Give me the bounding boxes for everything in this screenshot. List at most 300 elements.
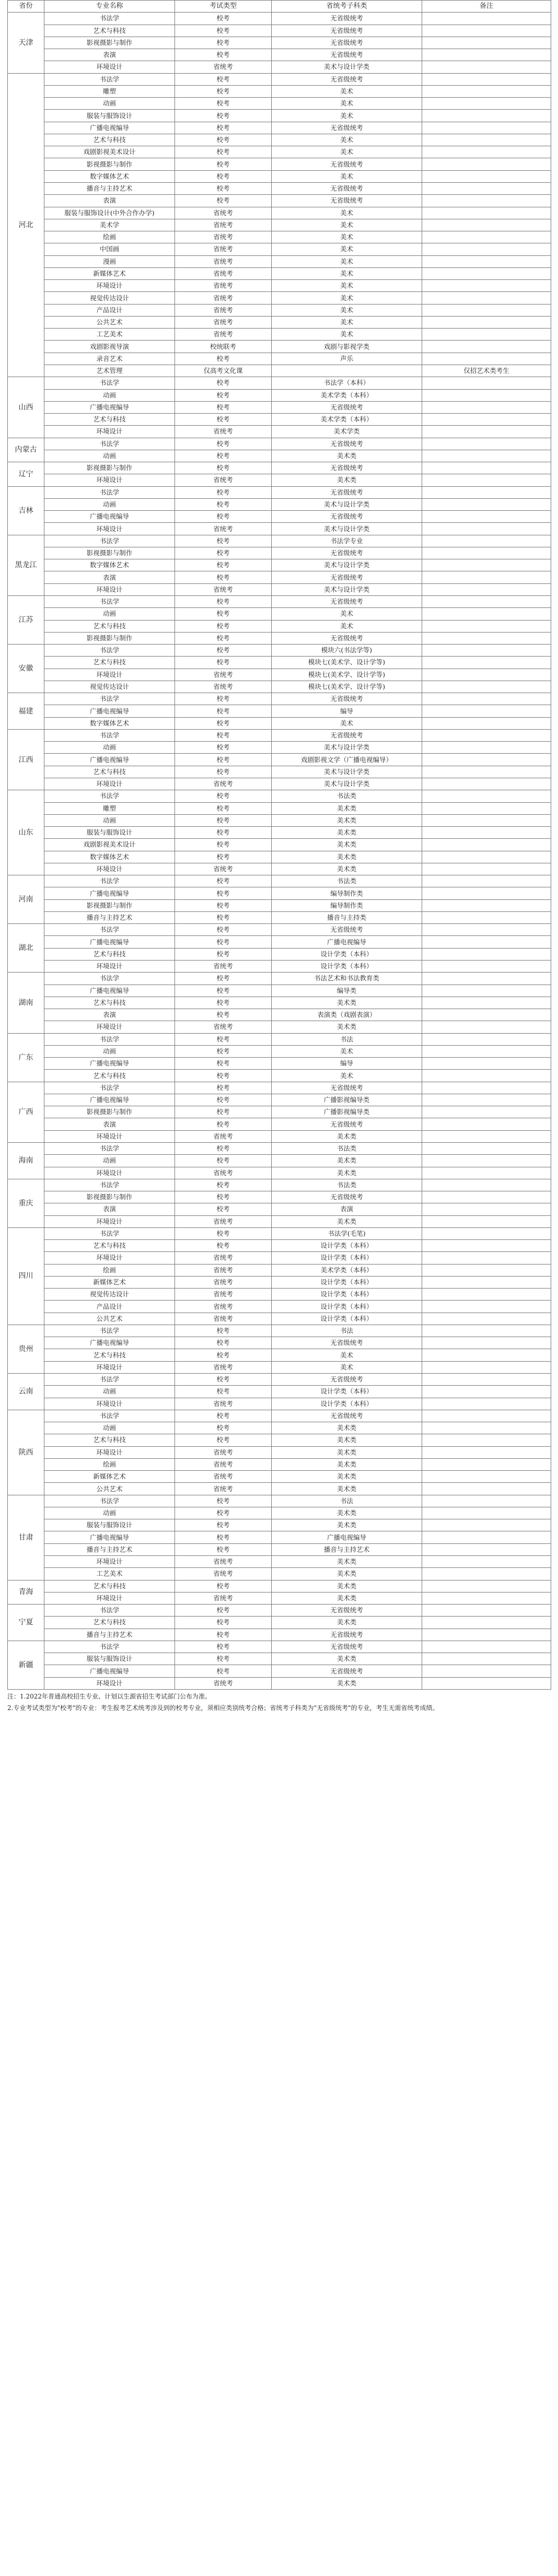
major-name-cell: 表演: [44, 1203, 175, 1215]
subcategory-cell: 无省级统考: [272, 1641, 422, 1653]
table-row: [8, 1458, 551, 1470]
major-name-cell: 工艺美术: [44, 1568, 175, 1580]
exam-type-cell: 校考: [175, 1118, 272, 1130]
subcategory-cell: 无省级统考: [272, 122, 422, 134]
exam-type-cell: 校考: [175, 936, 272, 948]
major-name-cell: 环境设计: [44, 426, 175, 438]
remark-cell: [422, 1446, 551, 1458]
remark-cell: [422, 924, 551, 936]
major-name-cell: 动画: [44, 389, 175, 401]
exam-type-cell: 校考: [175, 571, 272, 583]
major-name-cell: 书法学: [44, 1605, 175, 1617]
table-row: [8, 571, 551, 583]
table-row: [8, 681, 551, 693]
major-name-cell: 广播电视编导: [44, 936, 175, 948]
major-name-cell: 中国画: [44, 243, 175, 255]
table-row: [8, 559, 551, 571]
major-name-cell: 广播电视编导: [44, 401, 175, 413]
remark-cell: [422, 1118, 551, 1130]
remark-cell: [422, 1264, 551, 1276]
table-row: [8, 1410, 551, 1422]
major-name-cell: 艺术与科技: [44, 620, 175, 632]
major-name-cell: 艺术与科技: [44, 414, 175, 426]
major-name-cell: 视觉传达设计: [44, 292, 175, 304]
exam-type-cell: 校考: [175, 911, 272, 923]
exam-type-cell: 校考: [175, 535, 272, 547]
major-name-cell: 影视摄影与制作: [44, 1106, 175, 1118]
remark-cell: [422, 401, 551, 413]
subcategory-cell: 设计学类（本科）: [272, 1313, 422, 1325]
exam-type-cell: 校考: [175, 559, 272, 571]
table-row: [8, 1191, 551, 1203]
subcategory-cell: 无省级统考: [272, 1605, 422, 1617]
remark-cell: [422, 25, 551, 37]
exam-type-cell: 校考: [175, 486, 272, 498]
remark-cell: [422, 1203, 551, 1215]
exam-type-cell: 校考: [175, 1410, 272, 1422]
remark-cell: [422, 887, 551, 899]
subcategory-cell: 无省级统考: [272, 486, 422, 498]
table-row: [8, 182, 551, 194]
remark-cell: [422, 1301, 551, 1313]
major-name-cell: 新媒体艺术: [44, 267, 175, 279]
exam-type-cell: 校考: [175, 1507, 272, 1519]
table-row: [8, 1155, 551, 1167]
remark-cell: [422, 1337, 551, 1349]
subcategory-cell: 美术: [272, 85, 422, 97]
remark-cell: [422, 1629, 551, 1641]
subcategory-cell: 无省级统考: [272, 25, 422, 37]
exam-type-cell: 校考: [175, 1191, 272, 1203]
major-name-cell: 动画: [44, 1155, 175, 1167]
remark-cell: [422, 1033, 551, 1045]
exam-type-cell: 校考: [175, 389, 272, 401]
remark-cell: [422, 450, 551, 462]
table-row: [8, 219, 551, 231]
remark-cell: [422, 1495, 551, 1507]
table-row: [8, 1252, 551, 1264]
subcategory-cell: 美术类: [272, 827, 422, 839]
remark-cell: [422, 195, 551, 207]
remark-cell: [422, 1276, 551, 1288]
major-name-cell: 书法学: [44, 924, 175, 936]
subcategory-cell: 表演: [272, 1203, 422, 1215]
remark-cell: [422, 645, 551, 657]
table-row: [8, 243, 551, 255]
exam-type-cell: 校考: [175, 498, 272, 510]
exam-type-cell: 省统考: [175, 255, 272, 267]
major-name-cell: 公共艺术: [44, 1483, 175, 1495]
subcategory-cell: 美术与设计学类: [272, 498, 422, 510]
table-row: [8, 1215, 551, 1227]
major-name-cell: 艺术与科技: [44, 1240, 175, 1252]
subcategory-cell: 广播影视编导类: [272, 1094, 422, 1106]
subcategory-cell: 美术类: [272, 450, 422, 462]
subcategory-cell: 美术类: [272, 1130, 422, 1142]
exam-type-cell: 校考: [175, 146, 272, 158]
subcategory-cell: 美术: [272, 170, 422, 182]
table-row: [8, 511, 551, 523]
exam-type-cell: 校考: [175, 1374, 272, 1386]
subcategory-cell: 美术与设计学类: [272, 583, 422, 595]
subcategory-cell: 书法类: [272, 790, 422, 802]
table-row: [8, 948, 551, 960]
exam-type-cell: 省统考: [175, 1301, 272, 1313]
subcategory-cell: 无省级统考: [272, 1337, 422, 1349]
subcategory-cell: 设计学类（本科）: [272, 1289, 422, 1301]
subcategory-cell: 书法艺术和书法教育类: [272, 973, 422, 985]
major-name-cell: 广播电视编导: [44, 1337, 175, 1349]
major-name-cell: 书法学: [44, 13, 175, 25]
table-row: [8, 632, 551, 644]
exam-type-cell: 省统考: [175, 474, 272, 486]
exam-type-cell: 校考: [175, 1495, 272, 1507]
subcategory-cell: 美术类: [272, 1519, 422, 1531]
exam-type-cell: 校考: [175, 1665, 272, 1677]
remark-cell: [422, 693, 551, 705]
major-name-cell: 表演: [44, 1118, 175, 1130]
province-cell: 海南: [8, 1142, 44, 1179]
major-name-cell: 视觉传达设计: [44, 1289, 175, 1301]
subcategory-cell: 美术类: [272, 1434, 422, 1446]
subcategory-cell: 无省级统考: [272, 729, 422, 741]
subcategory-cell: 广播影视编导类: [272, 1106, 422, 1118]
table-row: [8, 1167, 551, 1179]
remark-cell: [422, 377, 551, 389]
subcategory-cell: 美术类: [272, 1458, 422, 1470]
table-row: [8, 1070, 551, 1082]
exam-type-cell: 省统考: [175, 1398, 272, 1410]
remark-cell: [422, 1398, 551, 1410]
remark-cell: [422, 511, 551, 523]
exam-type-cell: 校考: [175, 1082, 272, 1094]
exam-type-cell: 校考: [175, 851, 272, 863]
table-row: [8, 1094, 551, 1106]
subcategory-cell: 无省级统考: [272, 49, 422, 61]
exam-type-cell: 校考: [175, 377, 272, 389]
remark-cell: [422, 1082, 551, 1094]
table-row: [8, 1543, 551, 1555]
table-row: [8, 329, 551, 341]
major-name-cell: 艺术与科技: [44, 657, 175, 669]
table-row: [8, 98, 551, 110]
table-body: [8, 13, 551, 1690]
table-row: [8, 1325, 551, 1337]
exam-type-cell: 校考: [175, 1106, 272, 1118]
subcategory-cell: 无省级统考: [272, 1191, 422, 1203]
table-row: [8, 620, 551, 632]
subcategory-cell: 书法类: [272, 1142, 422, 1154]
major-name-cell: 书法学: [44, 1641, 175, 1653]
exam-type-cell: 校考: [175, 1179, 272, 1191]
exam-type-cell: 校考: [175, 182, 272, 194]
remark-cell: [422, 1227, 551, 1239]
remark-cell: [422, 1130, 551, 1142]
remark-cell: [422, 1434, 551, 1446]
table-row: [8, 1203, 551, 1215]
table-row: [8, 754, 551, 766]
exam-type-cell: 省统考: [175, 61, 272, 73]
subcategory-cell: 无省级统考: [272, 632, 422, 644]
subcategory-cell: 模块七(美术学、设计学等): [272, 657, 422, 669]
remark-cell: [422, 341, 551, 353]
table-row: [8, 450, 551, 462]
subcategory-cell: 设计学类（本科）: [272, 1276, 422, 1288]
table-row: [8, 1082, 551, 1094]
remark-cell: [422, 717, 551, 729]
exam-type-cell: 省统考: [175, 426, 272, 438]
subcategory-cell: 编导: [272, 705, 422, 717]
province-cell: 天津: [8, 13, 44, 73]
table-row: [8, 1592, 551, 1604]
remark-cell: [422, 620, 551, 632]
major-name-cell: 广播电视编导: [44, 1531, 175, 1543]
remark-cell: [422, 1167, 551, 1179]
exam-type-cell: 省统考: [175, 231, 272, 243]
remark-cell: [422, 73, 551, 85]
exam-type-cell: 校考: [175, 1325, 272, 1337]
subcategory-cell: 美术类: [272, 1167, 422, 1179]
exam-type-cell: 校考: [175, 827, 272, 839]
major-name-cell: 影视摄影与制作: [44, 462, 175, 474]
exam-type-cell: 省统考: [175, 1677, 272, 1689]
major-name-cell: 广播电视编导: [44, 511, 175, 523]
subcategory-cell: 书法: [272, 1495, 422, 1507]
table-row: [8, 875, 551, 887]
major-name-cell: 书法学: [44, 1142, 175, 1154]
exam-type-cell: 省统考: [175, 280, 272, 292]
exam-type-cell: 校考: [175, 790, 272, 802]
table-row: [8, 899, 551, 911]
remark-cell: [422, 1592, 551, 1604]
table-row: [8, 1130, 551, 1142]
province-cell: 湖南: [8, 973, 44, 1033]
exam-type-cell: 校考: [175, 73, 272, 85]
remark-cell: [422, 37, 551, 49]
exam-type-cell: 校考: [175, 1653, 272, 1665]
remark-cell: [422, 1519, 551, 1531]
subcategory-cell: 美术: [272, 1361, 422, 1373]
major-name-cell: 环境设计: [44, 1021, 175, 1033]
table-row: [8, 1106, 551, 1118]
exam-type-cell: 校考: [175, 158, 272, 170]
major-name-cell: 书法学: [44, 596, 175, 608]
table-row: [8, 802, 551, 814]
remark-cell: [422, 1252, 551, 1264]
province-cell: 安徽: [8, 645, 44, 693]
remark-cell: [422, 1058, 551, 1070]
remark-cell: [422, 1653, 551, 1665]
remark-cell: [422, 754, 551, 766]
major-name-cell: 环境设计: [44, 863, 175, 875]
major-name-cell: 影视摄影与制作: [44, 632, 175, 644]
major-name-cell: 书法学: [44, 1325, 175, 1337]
header-major: 专业名称: [44, 1, 175, 13]
table-row: [8, 304, 551, 316]
table-row: [8, 1531, 551, 1543]
subcategory-cell: 书法: [272, 1033, 422, 1045]
major-name-cell: 书法学: [44, 486, 175, 498]
subcategory-cell: 广播电视编导: [272, 936, 422, 948]
remark-cell: [422, 243, 551, 255]
subcategory-cell: 美术学类: [272, 426, 422, 438]
province-cell: 青海: [8, 1580, 44, 1605]
major-name-cell: 广播电视编导: [44, 754, 175, 766]
subcategory-cell: 美术: [272, 219, 422, 231]
exam-type-cell: 省统考: [175, 1289, 272, 1301]
subcategory-cell: 美术: [272, 207, 422, 219]
major-name-cell: 书法学: [44, 535, 175, 547]
exam-type-cell: 校考: [175, 899, 272, 911]
major-name-cell: 环境设计: [44, 1446, 175, 1458]
major-name-cell: 影视摄影与制作: [44, 37, 175, 49]
table-row: [8, 207, 551, 219]
exam-type-cell: 省统考: [175, 304, 272, 316]
remark-cell: [422, 814, 551, 826]
remark-cell: [422, 1106, 551, 1118]
exam-type-cell: 校考: [175, 973, 272, 985]
remark-cell: [422, 98, 551, 110]
subcategory-cell: 美术类: [272, 814, 422, 826]
subcategory-cell: 美术: [272, 304, 422, 316]
subcategory-cell: 设计学类（本科）: [272, 1398, 422, 1410]
major-name-cell: 书法学: [44, 73, 175, 85]
major-name-cell: 数字媒体艺术: [44, 851, 175, 863]
province-cell: 黑龙江: [8, 535, 44, 595]
remark-cell: [422, 766, 551, 778]
table-row: [8, 960, 551, 972]
major-name-cell: 环境设计: [44, 1167, 175, 1179]
exam-type-cell: 校考: [175, 717, 272, 729]
table-row: [8, 1009, 551, 1021]
exam-type-cell: 校考: [175, 1605, 272, 1617]
exam-type-cell: 校考: [175, 887, 272, 899]
province-cell: 内蒙古: [8, 438, 44, 462]
remark-cell: [422, 158, 551, 170]
exam-type-cell: 校考: [175, 924, 272, 936]
major-name-cell: 艺术与科技: [44, 766, 175, 778]
major-name-cell: 广播电视编导: [44, 985, 175, 997]
major-name-cell: 艺术管理: [44, 365, 175, 377]
exam-type-cell: 校考: [175, 1641, 272, 1653]
table-row: [8, 1045, 551, 1057]
remark-cell: [422, 802, 551, 814]
table-row: [8, 1179, 551, 1191]
remark-cell: [422, 1142, 551, 1154]
exam-type-cell: 校考: [175, 1531, 272, 1543]
remark-cell: [422, 1325, 551, 1337]
subcategory-cell: 美术与设计学类: [272, 742, 422, 754]
major-name-cell: 新媒体艺术: [44, 1276, 175, 1288]
remark-cell: [422, 1641, 551, 1653]
major-name-cell: 动画: [44, 450, 175, 462]
subcategory-cell: 美术与设计学类: [272, 778, 422, 790]
table-row: [8, 414, 551, 426]
table-row: [8, 146, 551, 158]
exam-type-cell: 校考: [175, 1058, 272, 1070]
subcategory-cell: 美术: [272, 146, 422, 158]
major-name-cell: 工艺美术: [44, 329, 175, 341]
major-name-cell: 环境设计: [44, 669, 175, 681]
exam-type-cell: 校考: [175, 170, 272, 182]
remark-cell: [422, 1240, 551, 1252]
table-row: [8, 401, 551, 413]
table-row: [8, 1446, 551, 1458]
remark-cell: [422, 316, 551, 328]
table-row: [8, 1240, 551, 1252]
subcategory-cell: 无省级统考: [272, 924, 422, 936]
exam-type-cell: 校考: [175, 438, 272, 450]
major-name-cell: 艺术与科技: [44, 1617, 175, 1629]
remark-cell: [422, 170, 551, 182]
remark-cell: [422, 657, 551, 669]
subcategory-cell: 美术与设计学类: [272, 766, 422, 778]
exam-type-cell: 省统考: [175, 1556, 272, 1568]
table-row: [8, 1264, 551, 1276]
exam-type-cell: 省统考: [175, 219, 272, 231]
table-row: [8, 997, 551, 1009]
remark-cell: [422, 1349, 551, 1361]
exam-type-cell: 校考: [175, 839, 272, 851]
exam-type-cell: 校考: [175, 1070, 272, 1082]
major-name-cell: 艺术与科技: [44, 1580, 175, 1592]
exam-type-cell: 仅高考文化课: [175, 365, 272, 377]
remark-cell: [422, 1094, 551, 1106]
table-row: [8, 1398, 551, 1410]
exam-type-cell: 校考: [175, 985, 272, 997]
exam-type-cell: 校考: [175, 1240, 272, 1252]
table-row: [8, 1033, 551, 1045]
exam-type-cell: 省统考: [175, 1471, 272, 1483]
exam-type-cell: 校考: [175, 110, 272, 122]
subcategory-cell: 书法类: [272, 1179, 422, 1191]
subcategory-cell: 美术类: [272, 1568, 422, 1580]
remark-cell: [422, 498, 551, 510]
subcategory-cell: 模块七(美术学、设计学等): [272, 681, 422, 693]
subcategory-cell: 无省级统考: [272, 195, 422, 207]
table-row: [8, 37, 551, 49]
remark-cell: [422, 329, 551, 341]
table-row: [8, 1422, 551, 1434]
table-row: [8, 231, 551, 243]
exam-type-cell: 省统考: [175, 292, 272, 304]
subcategory-cell: 书法: [272, 1325, 422, 1337]
subcategory-cell: 无省级统考: [272, 1665, 422, 1677]
exam-type-cell: 校考: [175, 742, 272, 754]
exam-type-cell: 校考: [175, 1337, 272, 1349]
major-name-cell: 播音与主持艺术: [44, 911, 175, 923]
subcategory-cell: 无省级统考: [272, 1410, 422, 1422]
major-name-cell: 戏剧影视美术设计: [44, 146, 175, 158]
subcategory-cell: 美术类: [272, 1653, 422, 1665]
subcategory-cell: 书法学（本科）: [272, 377, 422, 389]
table-row: [8, 1519, 551, 1531]
remark-cell: [422, 1386, 551, 1398]
table-row: [8, 1629, 551, 1641]
major-name-cell: 环境设计: [44, 1592, 175, 1604]
table-row: [8, 280, 551, 292]
table-row: [8, 985, 551, 997]
remark-cell: [422, 1422, 551, 1434]
major-name-cell: 环境设计: [44, 778, 175, 790]
major-name-cell: 公共艺术: [44, 316, 175, 328]
subcategory-cell: 模块七(美术学、设计学等): [272, 669, 422, 681]
subcategory-cell: 编导类: [272, 985, 422, 997]
table-row: [8, 778, 551, 790]
exam-type-cell: 省统考: [175, 960, 272, 972]
remark-cell: [422, 13, 551, 25]
remark-cell: [422, 936, 551, 948]
